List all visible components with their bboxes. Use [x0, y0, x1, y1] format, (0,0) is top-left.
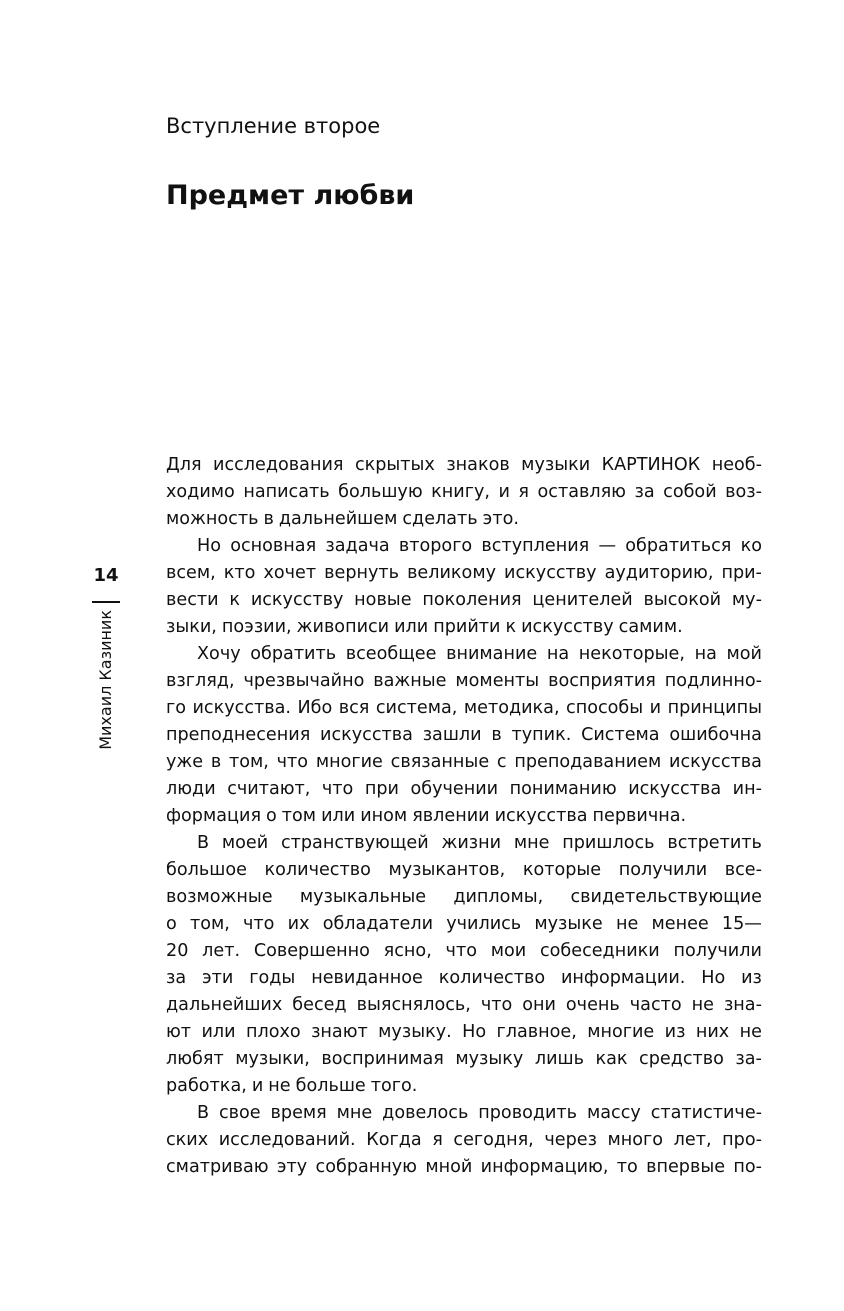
word: ходимо: [166, 482, 235, 502]
word: любят: [166, 1049, 224, 1069]
text-line: [166, 884, 762, 911]
word: обучении: [410, 779, 499, 799]
text-line: [166, 1073, 762, 1100]
word: не: [691, 995, 714, 1015]
word: Совершенно: [253, 941, 370, 961]
word: великому: [407, 563, 497, 583]
word: я: [518, 482, 530, 502]
word: искусству: [504, 563, 597, 583]
text-line: [166, 1046, 762, 1073]
word: через: [544, 1130, 597, 1150]
word: написать: [243, 482, 330, 502]
word: что: [321, 779, 354, 799]
text-line: [166, 803, 762, 830]
word: в: [491, 725, 502, 745]
word: восприятия: [548, 671, 656, 691]
word: вступления: [481, 536, 590, 556]
word: лишь: [534, 1049, 584, 1069]
text-line: [166, 830, 762, 857]
word: система,: [375, 698, 458, 718]
word: мой: [726, 644, 762, 664]
text-line: [166, 695, 762, 722]
word: воспринимая: [321, 1049, 444, 1069]
word: Когда: [366, 1130, 422, 1150]
word: пришлось: [562, 833, 655, 853]
text-line: [166, 938, 762, 965]
word: как: [595, 1049, 628, 1069]
word: КАРТИНОК: [601, 455, 701, 475]
word: лет,: [673, 1130, 712, 1150]
word: можность: [166, 509, 259, 529]
text-line: [166, 722, 762, 749]
word: музыке: [534, 914, 603, 934]
word: очень: [565, 995, 620, 1015]
word: тупик.: [511, 725, 572, 745]
word: поколения: [422, 590, 522, 610]
word: большую: [338, 482, 423, 502]
text-line: [166, 965, 762, 992]
word: В: [197, 1103, 210, 1123]
word: ин-: [732, 779, 762, 799]
word: взгляд,: [166, 671, 235, 691]
text-line: [166, 533, 762, 560]
word: работка,: [166, 1076, 247, 1096]
word: чрезвычайно: [243, 671, 365, 691]
word: вернуть: [324, 563, 400, 583]
word: музыкальные: [299, 887, 427, 907]
word: обладатели: [322, 914, 434, 934]
word: при-: [721, 563, 762, 583]
word: высокой: [643, 590, 722, 610]
word: мне: [513, 833, 550, 853]
word: методика,: [463, 698, 560, 718]
word: всеобщее: [345, 644, 437, 664]
word: выяснялось,: [356, 995, 471, 1015]
word: годы: [249, 968, 296, 988]
word: много: [607, 1130, 664, 1150]
word: поэзии,: [221, 617, 292, 637]
word: за: [634, 482, 655, 502]
word: или: [321, 806, 356, 826]
word: свое: [218, 1103, 261, 1123]
word: люди: [166, 779, 216, 799]
word: то: [616, 1157, 638, 1177]
word: дальнейшем: [278, 509, 398, 529]
text-line: [166, 668, 762, 695]
text-line: [166, 1154, 762, 1181]
word: зна-: [723, 995, 762, 1015]
word: большое: [166, 860, 247, 880]
word: свидетельствующие: [570, 887, 762, 907]
word: это.: [482, 509, 519, 529]
word: Но: [462, 1022, 487, 1042]
text-line: [166, 776, 762, 803]
word: том,: [229, 752, 269, 772]
word: информации.: [560, 968, 686, 988]
word: за-: [735, 1049, 762, 1069]
word: 20: [166, 941, 189, 961]
word: учились: [446, 914, 522, 934]
word: что: [445, 941, 477, 961]
word: некоторые,: [578, 644, 685, 664]
word: скрытых: [354, 455, 435, 475]
word: лет.: [202, 941, 241, 961]
word: впервые: [646, 1157, 726, 1177]
text-line: [166, 506, 762, 533]
word: мной: [425, 1157, 473, 1177]
word: странствующей: [280, 833, 429, 853]
word: музыки,: [235, 1049, 310, 1069]
word: обратиться: [625, 536, 732, 556]
word: принципы: [667, 698, 762, 718]
word: время: [270, 1103, 327, 1123]
word: мне: [336, 1103, 373, 1123]
word: сделать: [402, 509, 478, 529]
word: том,: [189, 914, 230, 934]
word: из: [664, 1022, 686, 1042]
text-line: [166, 452, 762, 479]
word: первична.: [592, 806, 687, 826]
word: при: [364, 779, 399, 799]
word: эту: [276, 1157, 308, 1177]
word: не: [739, 1022, 762, 1042]
word: по-: [733, 1157, 762, 1177]
word: всем,: [166, 563, 216, 583]
word: необ-: [711, 455, 762, 475]
word: го: [166, 698, 187, 718]
word: на: [694, 644, 717, 664]
word: аудиторию,: [604, 563, 714, 583]
word: эти: [202, 968, 234, 988]
word: встретить: [667, 833, 762, 853]
word: Но: [197, 536, 221, 556]
word: их: [287, 914, 310, 934]
word: В: [197, 833, 210, 853]
word: собранную: [315, 1157, 417, 1177]
word: ясно,: [383, 941, 432, 961]
word: о: [166, 914, 177, 934]
word: музыку: [455, 1049, 524, 1069]
word: из: [741, 968, 762, 988]
word: бесед: [292, 995, 347, 1015]
word: все-: [724, 860, 762, 880]
word: дальнейших: [166, 995, 283, 1015]
word: моей: [221, 833, 269, 853]
word: новые: [354, 590, 412, 610]
word: количество: [264, 860, 371, 880]
text-line: [166, 1127, 762, 1154]
text-line: [166, 1100, 762, 1127]
word: книгу,: [431, 482, 490, 502]
word: и: [649, 698, 662, 718]
word: того.: [370, 1076, 418, 1096]
word: явлении: [412, 806, 490, 826]
word: довелось: [382, 1103, 469, 1123]
word: воз-: [725, 482, 762, 502]
word: за: [166, 968, 187, 988]
word: хочет: [263, 563, 317, 583]
word: ошибочна: [669, 725, 762, 745]
word: в: [263, 509, 274, 529]
section-label: Вступление второе: [166, 114, 381, 138]
word: главное,: [496, 1022, 577, 1042]
word: зашли: [422, 725, 482, 745]
word: обратить: [250, 644, 337, 664]
word: я: [432, 1130, 443, 1150]
word: знают: [311, 1022, 368, 1042]
word: самим.: [618, 617, 683, 637]
word: и: [498, 482, 510, 502]
text-line: [166, 857, 762, 884]
word: менее: [651, 914, 709, 934]
word: многие: [315, 752, 383, 772]
word: и: [251, 1076, 264, 1096]
word: к: [229, 590, 241, 610]
word: что: [276, 752, 309, 772]
word: прийти: [433, 617, 501, 637]
word: в: [210, 752, 222, 772]
text-line: [166, 911, 762, 938]
margin-rule: [92, 601, 120, 603]
word: информацию,: [480, 1157, 609, 1177]
word: музыку.: [378, 1022, 452, 1042]
word: них: [695, 1022, 730, 1042]
word: Но: [701, 968, 726, 988]
word: музыки: [521, 455, 591, 475]
word: формация: [166, 806, 262, 826]
word: про-: [722, 1130, 762, 1150]
word: Хочу: [197, 644, 241, 664]
word: количество: [438, 968, 546, 988]
text-line: [166, 560, 762, 587]
word: ют: [166, 1022, 192, 1042]
word: Система: [581, 725, 660, 745]
word: статистиче-: [650, 1103, 762, 1123]
word: ценителей: [532, 590, 633, 610]
word: Ибо: [297, 698, 333, 718]
word: массу: [586, 1103, 641, 1123]
word: искусства: [494, 806, 588, 826]
chapter-title: Предмет любви: [166, 180, 415, 211]
word: невиданное: [311, 968, 423, 988]
word: том: [281, 806, 317, 826]
word: больше: [295, 1076, 366, 1096]
word: вести: [166, 590, 219, 610]
word: исследований.: [218, 1130, 356, 1150]
word: что: [480, 995, 513, 1015]
word: средство: [639, 1049, 724, 1069]
word: задача: [325, 536, 390, 556]
word: преподнесения: [166, 725, 311, 745]
word: основная: [230, 536, 317, 556]
word: Для: [166, 455, 202, 475]
word: получили: [673, 941, 762, 961]
word: собой: [663, 482, 717, 502]
word: искусства.: [192, 698, 291, 718]
word: искусства: [628, 779, 722, 799]
text-line: [166, 587, 762, 614]
word: с: [496, 752, 507, 772]
word: важные: [373, 671, 447, 691]
text-line: [166, 992, 762, 1019]
word: исследования: [213, 455, 344, 475]
word: считают,: [227, 779, 311, 799]
word: уже: [166, 752, 204, 772]
word: дипломы,: [453, 887, 544, 907]
word: сегодня,: [453, 1130, 534, 1150]
text-line: [166, 614, 762, 641]
word: что: [243, 914, 275, 934]
word: на: [546, 644, 570, 664]
word: —: [598, 536, 617, 556]
word: получили: [618, 860, 708, 880]
word: не: [615, 914, 639, 934]
word: искусства: [320, 725, 413, 745]
word: проводить: [478, 1103, 578, 1123]
word: связанные: [390, 752, 490, 772]
word: преподаванием: [514, 752, 662, 772]
text-line: [166, 1019, 762, 1046]
word: о: [266, 806, 277, 826]
word: вся: [338, 698, 370, 718]
word: плохо: [245, 1022, 301, 1042]
word: к: [505, 617, 517, 637]
word: часто: [629, 995, 682, 1015]
word: кто: [223, 563, 256, 583]
word: или: [201, 1022, 236, 1042]
word: му-: [731, 590, 762, 610]
word: ином: [360, 806, 408, 826]
word: не: [268, 1076, 291, 1096]
word: музыкантов,: [388, 860, 506, 880]
word: сматриваю: [166, 1157, 269, 1177]
word: искусству: [521, 617, 614, 637]
word: или: [394, 617, 429, 637]
word: жизни: [441, 833, 502, 853]
page-number: 14: [93, 565, 119, 586]
word: 15—: [721, 914, 762, 934]
word: они: [522, 995, 556, 1015]
text-line: [166, 479, 762, 506]
word: оставляю: [537, 482, 626, 502]
word: пониманию: [509, 779, 617, 799]
word: искусству: [250, 590, 344, 610]
running-head-text: Михаил Казиник: [96, 610, 115, 750]
word: внимание: [446, 644, 538, 664]
word: искусства: [669, 752, 762, 772]
word: возможные: [166, 887, 273, 907]
word: зыки,: [166, 617, 217, 637]
word: многие: [587, 1022, 655, 1042]
body-text: [166, 452, 762, 1181]
word: знаков: [446, 455, 510, 475]
word: ко: [740, 536, 762, 556]
word: подлинно-: [664, 671, 762, 691]
text-line: [166, 749, 762, 776]
word: которые: [522, 860, 602, 880]
word: второго: [398, 536, 473, 556]
word: мои: [490, 941, 527, 961]
text-line: [166, 641, 762, 668]
word: собеседники: [539, 941, 660, 961]
word: способы: [566, 698, 644, 718]
word: живописи: [296, 617, 390, 637]
word: моменты: [455, 671, 540, 691]
word: ских: [166, 1130, 209, 1150]
